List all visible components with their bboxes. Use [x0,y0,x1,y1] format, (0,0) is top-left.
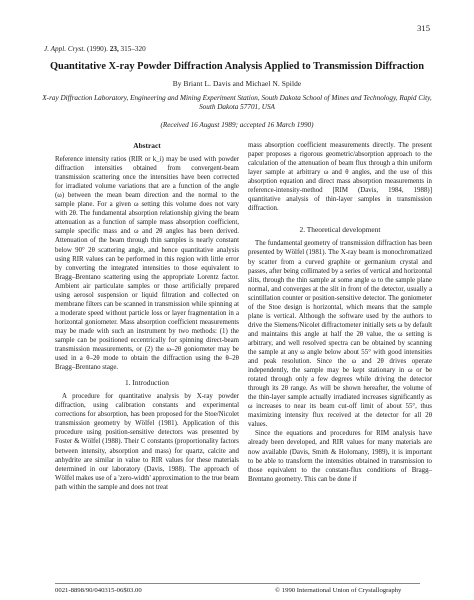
page-number: 315 [417,23,430,33]
paper-title: Quantitative X-ray Powder Diffraction Analysis Applied to Transmission Diffraction [49,61,425,72]
paper-affiliation: X-ray Diffraction Laboratory, Engineering and Mining Experiment Station, South Dakota School of Mines and Technology, Rapid City, South Dakota 57701, USA [42,94,432,111]
right-column [248,141,432,484]
footer-code: 0021-8898/90/040315-06$03.00 [55,587,142,594]
abstract-text: Reference intensity ratios (RIR or k_i) may be used with powder diffraction intensities obtained from convergent-beam transmission scattering once the intensities have been corrected for irradiated volume variations that are a function of the angle (ω) between the mean beam direction and the normal to the sample plane. For a given ω setting this volume does not vary with 2θ. The fundamental absorption relationship giving the beam attenuation as a function of sample mass absorption coefficient, sample specific mass and ω and 2θ angles has been derived. Attenuation of the beam through thin samples is nearly constant below 90° 2θ scattering angle, and hence quantitative analysis using RIR values can be performed in this region with little error by converting the integrated intensities to those equivalent to Bragg–Brentano scattering using the appropriate Lorentz factor. Ambient air particulate samples or those artificially prepared using aerosol suspension or liquid filtration and collected on membrane filters can be scanned in transmission while spinning at a moderate speed without particle loss or layer fragmentation in a horizontal goniometer. Mass absorption coefficient measurements may be made with such an instrument by two methods: (1) the sample can be positioned eccentrically for spinning direct-beam transmission measurements, or (2) the ω–2θ goniometer may be used in a θ–2θ mode to obtain the diffraction using the θ–2θ Bragg–Brentano stage. [55,156,239,372]
intro-continued-text: mass absorption coefficient measurements directly. The present paper proposes a rigorous geometric/absorption approach to the calculation of the attenuation of beam flux through a thin uniform layer sample at arbitrary ω and θ angles, and the use of this absorption equation and direct mass absorption measurements in reference-intensity-method [RIM (Davis, 1984, 1988)] quantitative analysis of thin-layer samples in transmission diffraction. [248,142,432,213]
section-2-paragraph-1: The fundamental geometry of transmission diffraction has been presented by Wölfel (1981). The X-ray beam is monochromatized by scatter from a curved graphite or germanium crystal and passes, after being collimated by a series of vertical and horizontal slits, through the thin sample at some angle ω to the sample plane normal, and converges at the slit in front of the detector, usually a scintillation counter or position-sensitive detector. The goniometer of the Stoe design is horizontal, which means that the sample plane is vertical. Although the software used by the authors to drive the Siemens/Nicolet diffractometer initially sets ω by default and maintains this angle at half the 2θ value, the ω setting is arbitrary, and well resolved spectra can be obtained by scanning the sample at any ω angle below about 55° with good intensities and peak resolution. Since the ω and 2θ drives operate independently, the sample may be kept stationary in ω or be rotated through only a few degrees while driving the detector through its 2θ range. As will be shown hereafter, the volume of the thin-layer sample actually irradiated increases significantly as ω increases to near its beam cut-off limit of about 55°, thus maximizing intensity flux received at the detector for all 2θ values. [248,240,432,429]
section-1-text: A procedure for quantitative analysis by X-ray powder diffraction, using calibration constants and experimental corrections for absorption, has been proposed for the Stoe/Nicolet transmission geometry by Wölfel (1981). Application of this procedure using position-sensitive detectors was presented by Foster & Wölfel (1988). Their C constants (proportionality factors between intensity, absorption and mass) for quartz, calcite and anhydrite are similar in value to RIR values for these materials determined in our laboratory (Davis, 1988). The approach of Wölfel makes use of a 'zero-width' approximation to the true beam path within the sample and does not treat [55,393,239,491]
left-column [55,141,239,492]
paper-authors: By Briant L. Davis and Michael N. Spilde [172,79,302,88]
abstract-heading: Abstract [133,141,161,150]
footer-copyright: © 1990 International Union of Crystallography [275,587,402,594]
journal-volume: 23, [109,45,119,53]
footer-rule [55,583,420,584]
journal-year: (1990). [87,45,108,53]
section-1-heading: 1. Introduction [125,378,169,388]
journal-reference [44,45,146,53]
journal-pages: 315–320 [120,45,146,53]
section-2-heading: 2. Theoretical development [299,225,381,235]
section-2-paragraph-2: Since the equations and procedures for RIM analysis have already been developed, and RIR values for many materials are now available (Davis, Smith & Holomany, 1989), it is important to be able to transform the intensities obtained in transmission to those equivalent to the constant-flux conditions of Bragg–Brentano geometry. This can be done if [248,430,432,483]
journal-name: J. Appl. Cryst. [44,45,86,53]
received-dates: (Received 16 August 1989; accepted 16 March 1990) [160,121,314,129]
